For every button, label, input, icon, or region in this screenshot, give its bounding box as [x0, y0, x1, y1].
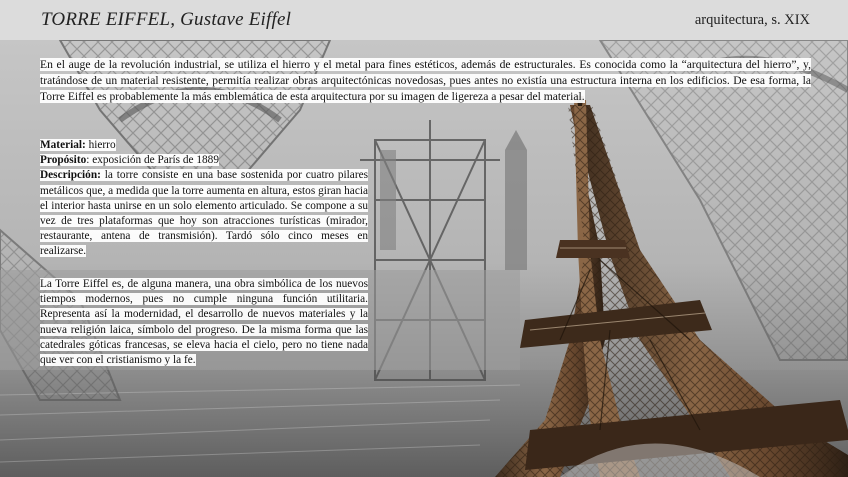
purpose-value: : exposición de París de 1889 — [86, 154, 219, 167]
symbolism-text: La Torre Eiffel es, de alguna manera, una obra simbólica de los nuevos tiempos modernos, pues no cumple ninguna función utilitaria. Representa así la modernidad, el desarrollo de nuevos materiales y la nueva religión laica, símbolo del progreso. De la misma forma que las catedrales góticas francesas, se eleva hacia el cielo, pero no tiene nada que ver con el cristianismo y la fe. — [40, 278, 368, 367]
page-title: TORRE EIFFEL, Gustave Eiffel — [41, 9, 292, 30]
intro-paragraph — [40, 57, 811, 105]
purpose-line — [40, 153, 368, 168]
description-value: la torre consiste en una base sostenida por cuatro pilares metálicos que, a medida que la torre aumenta en altura, estos giran hacia el interior hasta unirse en un solo elemento articulado. Se compone a su vez de tres plataformas que hoy son atracciones turísticas (mirador, restaurante, antena de transmisión). Tardó sólo cinco meses en realizarse. — [40, 169, 368, 258]
material-label: Material: — [40, 139, 86, 151]
symbolism-paragraph — [40, 277, 368, 368]
material-value: hierro — [85, 139, 116, 151]
header-bar — [0, 0, 848, 40]
description-label: Descripción: — [40, 169, 101, 182]
purpose-label: Propósito — [40, 154, 87, 167]
intro-text: En el auge de la revolución industrial, se utiliza el hierro y el metal para fines estéticos, además de estructurales. Es conocida como la “arquitectura del hierro”, y, tratándose de un material resistente, permitía realizar obras arquitectónicas novedosas, pues antes no existía una estructura interna en los edificios. De esa forma, la Torre Eiffel es probablemente la más emblemática de esta arquitectura por su imagen de ligereza a pesar del material. — [40, 58, 811, 103]
material-line — [40, 138, 368, 153]
page-subtitle: arquitectura, s. XIX — [694, 12, 810, 28]
description-line — [40, 168, 368, 259]
facts-block — [40, 138, 368, 260]
